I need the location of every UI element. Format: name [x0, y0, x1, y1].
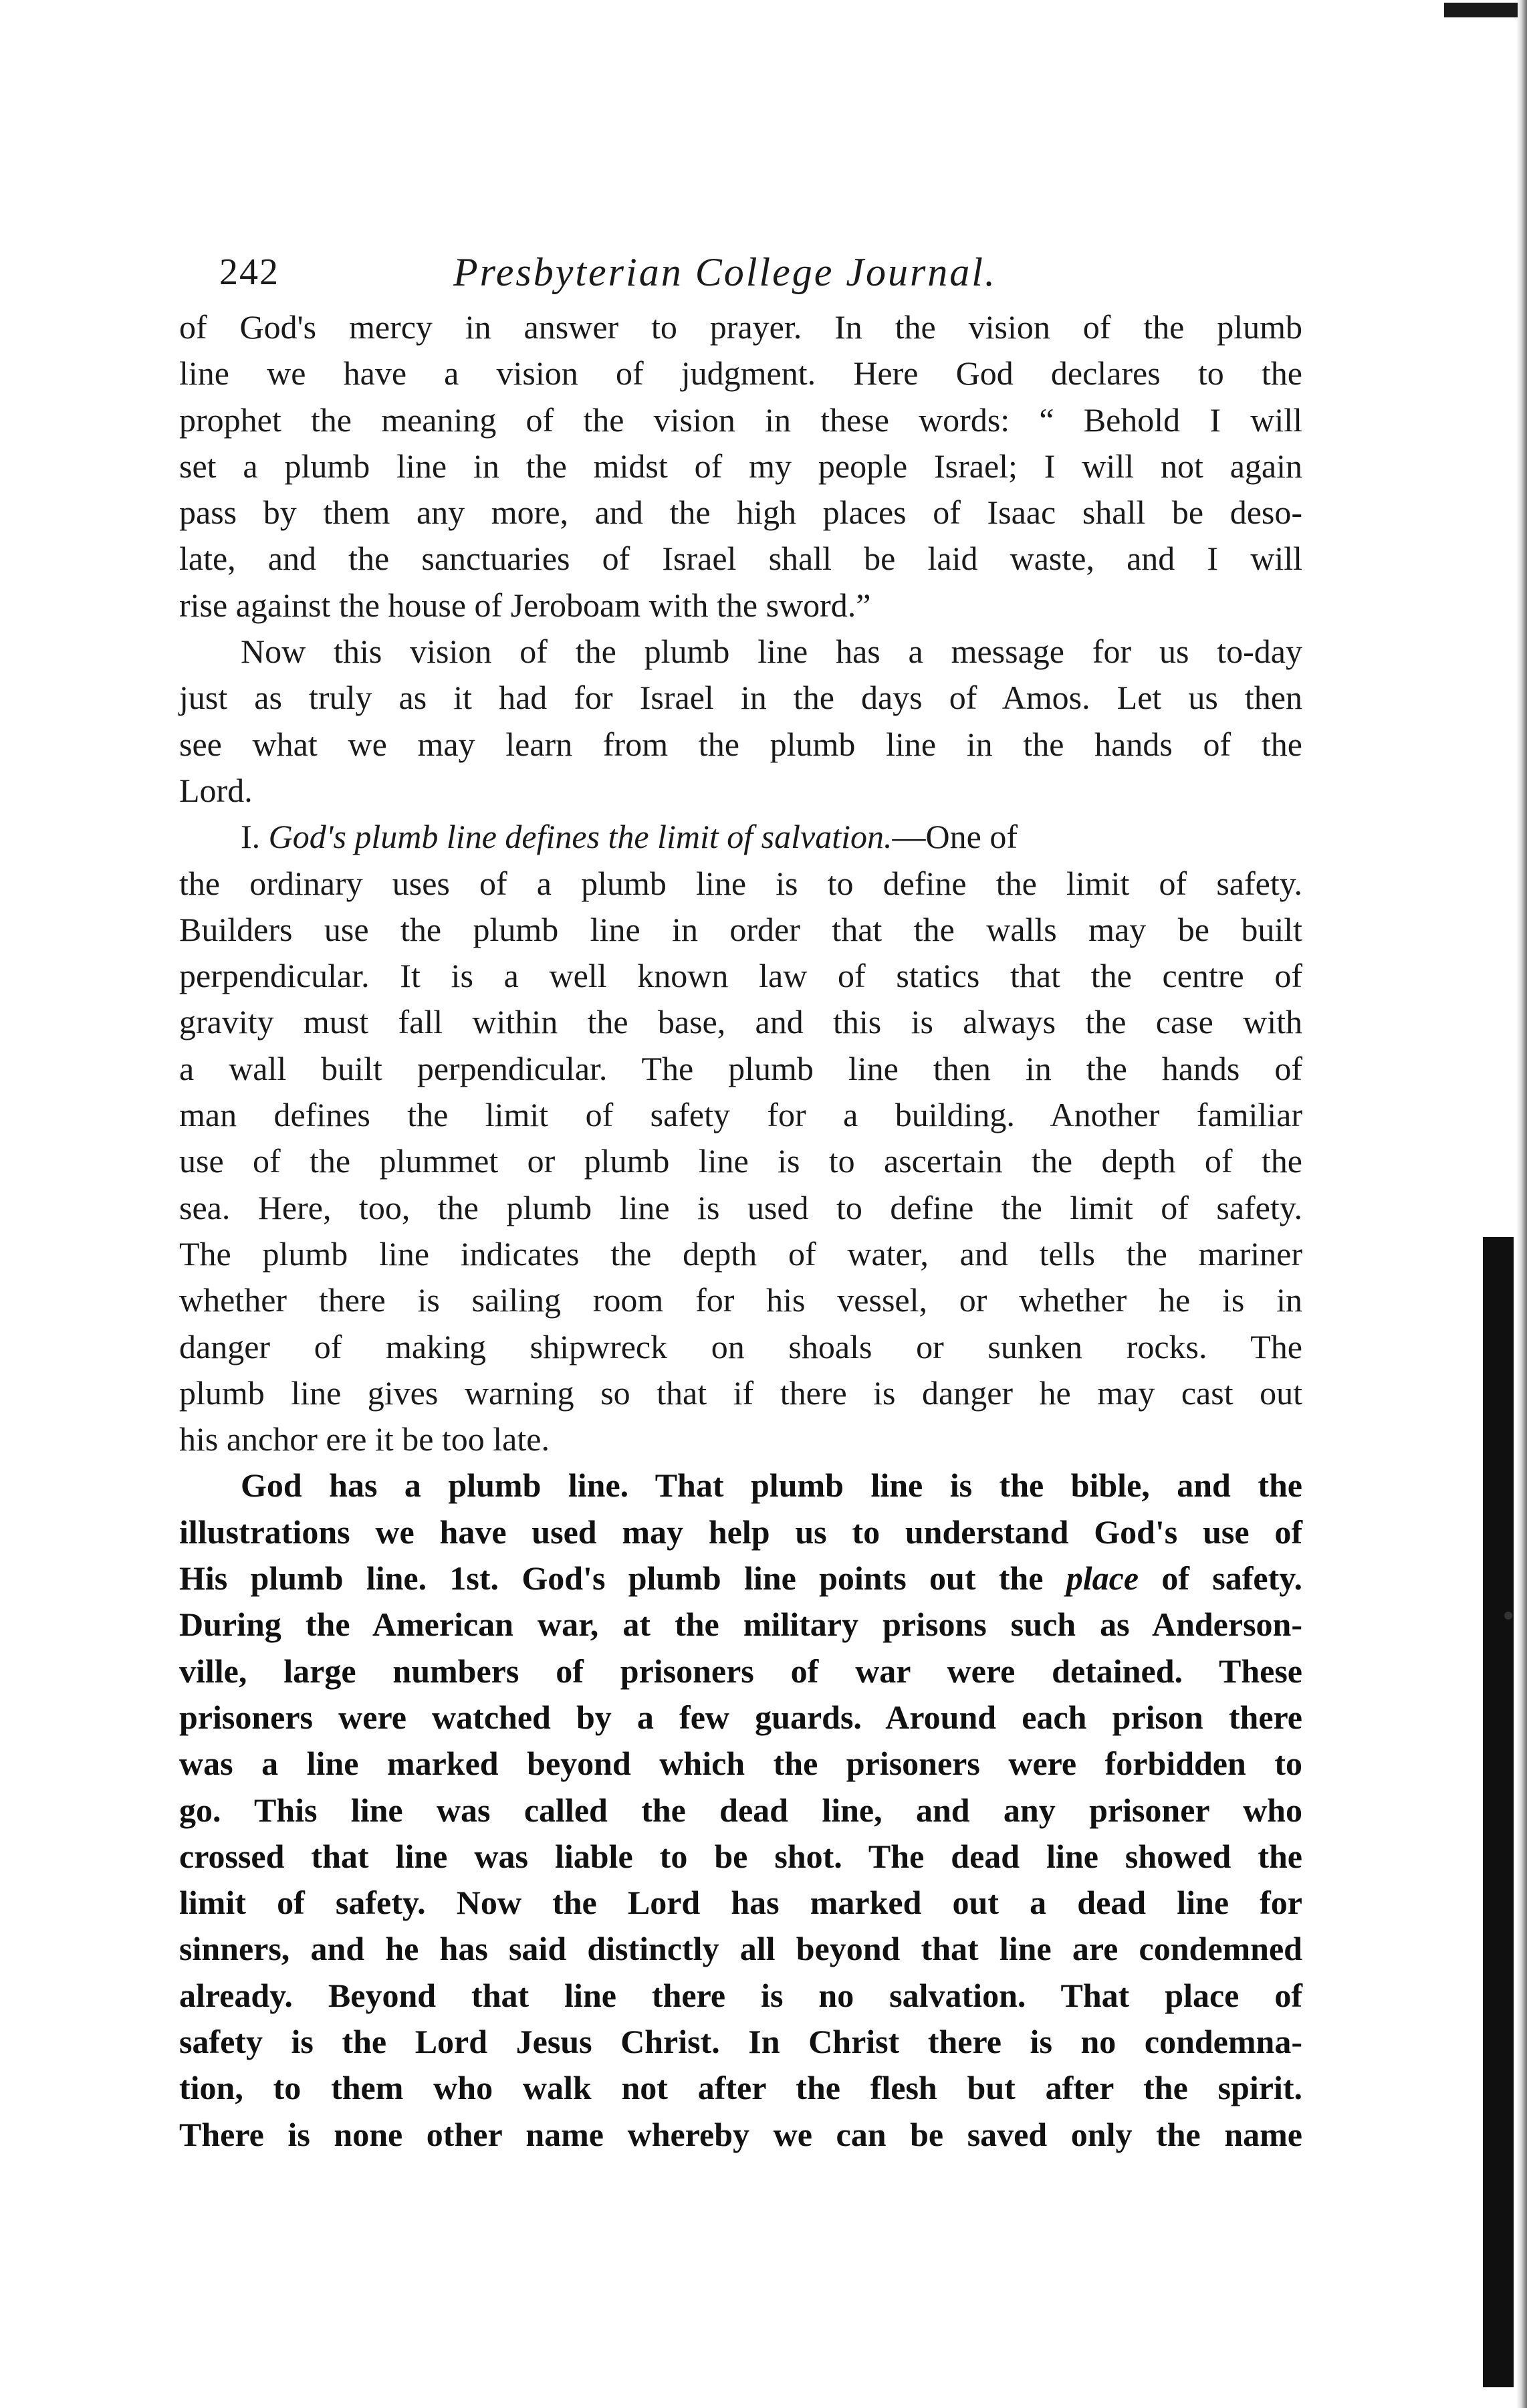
section-heading-tail: of	[989, 818, 1018, 856]
text-line: man defines the limit of safety for a building. Another familiar	[179, 1096, 1302, 1134]
text-line: whether there is sailing room for his vessel, or whether he is in	[179, 1281, 1302, 1319]
text-line: There is none other name whereby we can be saved only the name	[179, 2115, 1302, 2153]
text-segment: His plumb line. 1st. God's plumb line points out the	[179, 1559, 1066, 1598]
section-heading: God's plumb line defines the limit of salvation.	[268, 818, 893, 856]
text-line: prisoners were watched by a few guards. Around each prison there	[179, 1698, 1302, 1736]
scan-binding-shadow	[1483, 1237, 1514, 2387]
text-line: was a line marked beyond which the prisoners were forbidden to	[179, 1745, 1302, 1783]
text-line: tion, to them who walk not after the flesh but after the spirit.	[179, 2069, 1302, 2107]
text-line: sinners, and he has said distinctly all beyond that line are condemned	[179, 1930, 1302, 1968]
text-line: sea. Here, too, the plumb line is used to define the limit of safety.	[179, 1188, 1302, 1226]
scan-top-mark	[1444, 3, 1518, 17]
section-heading-line	[179, 814, 1302, 860]
text-line: rise against the house of Jeroboam with the sword.”	[179, 586, 871, 624]
text-line: a wall built perpendicular. The plumb line then in the hands of	[179, 1049, 1302, 1087]
text-line: late, and the sanctuaries of Israel shall be laid waste, and I will	[179, 540, 1302, 578]
text-line: Lord.	[179, 771, 253, 809]
body-text	[179, 304, 1302, 2158]
text-line: Now this vision of the plumb line has a message for us to-day	[241, 633, 1302, 671]
text-line: of God's mercy in answer to prayer. In the vision of the plumb	[179, 308, 1302, 346]
text-line: already. Beyond that line there is no salvation. That place of	[179, 1976, 1302, 2014]
text-segment: of safety.	[1139, 1559, 1302, 1598]
text-line: perpendicular. It is a well known law of statics that the centre of	[179, 957, 1302, 995]
text-line: prophet the meaning of the vision in these words: “ Behold I will	[179, 401, 1302, 439]
text-line: pass by them any more, and the high places of Isaac shall be deso-	[179, 494, 1302, 532]
text-line: line we have a vision of judgment. Here God declares to the	[179, 354, 1302, 393]
text-line: God has a plumb line. That plumb line is the bible, and the	[241, 1466, 1302, 1505]
text-line: set a plumb line in the midst of my people Israel; I will not again	[179, 447, 1302, 485]
italic-word: place	[1066, 1559, 1139, 1598]
text-line: Builders use the plumb line in order that the walls may be built	[179, 910, 1302, 948]
text-line: The plumb line indicates the depth of water, and tells the mariner	[179, 1234, 1302, 1273]
text-line: just as truly as it had for Israel in the days of Amos. Let us then	[179, 679, 1302, 717]
text-line: crossed that line was liable to be shot. The dead line showed the	[179, 1837, 1302, 1875]
text-line: see what we may learn from the plumb line in the hands of the	[179, 725, 1302, 763]
text-line: danger of making shipwreck on shoals or sunken rocks. The	[179, 1327, 1302, 1365]
section-heading-dash: —One	[892, 818, 981, 856]
text-line: gravity must fall within the base, and this is always the case with	[179, 1003, 1302, 1041]
text-line: illustrations we have used may help us to understand God's use of	[179, 1513, 1302, 1551]
running-title: Presbyterian College Journal.	[453, 250, 997, 294]
text-line: During the American war, at the military prisons such as Anderson-	[179, 1606, 1302, 1644]
page-header	[219, 242, 1302, 302]
text-line-with-italic	[179, 1555, 1302, 1602]
text-line: plumb line gives warning so that if there is danger he may cast out	[179, 1374, 1302, 1412]
text-line: ville, large numbers of prisoners of war were detained. These	[179, 1652, 1302, 1690]
text-line: the ordinary uses of a plumb line is to define the limit of safety.	[179, 864, 1302, 902]
page-number: 242	[219, 251, 279, 293]
section-numeral: I.	[241, 818, 269, 856]
text-line: safety is the Lord Jesus Christ. In Christ there is no condemna-	[179, 2022, 1302, 2060]
text-line: use of the plummet or plumb line is to ascertain the depth of the	[179, 1142, 1302, 1180]
text-line: limit of safety. Now the Lord has marked out a dead line for	[179, 1884, 1302, 1922]
scan-edge-shadow	[1516, 0, 1527, 2408]
scan-speck	[1504, 1612, 1512, 1620]
text-line: go. This line was called the dead line, and any prisoner who	[179, 1791, 1302, 1829]
text-line: his anchor ere it be too late.	[179, 1420, 550, 1458]
